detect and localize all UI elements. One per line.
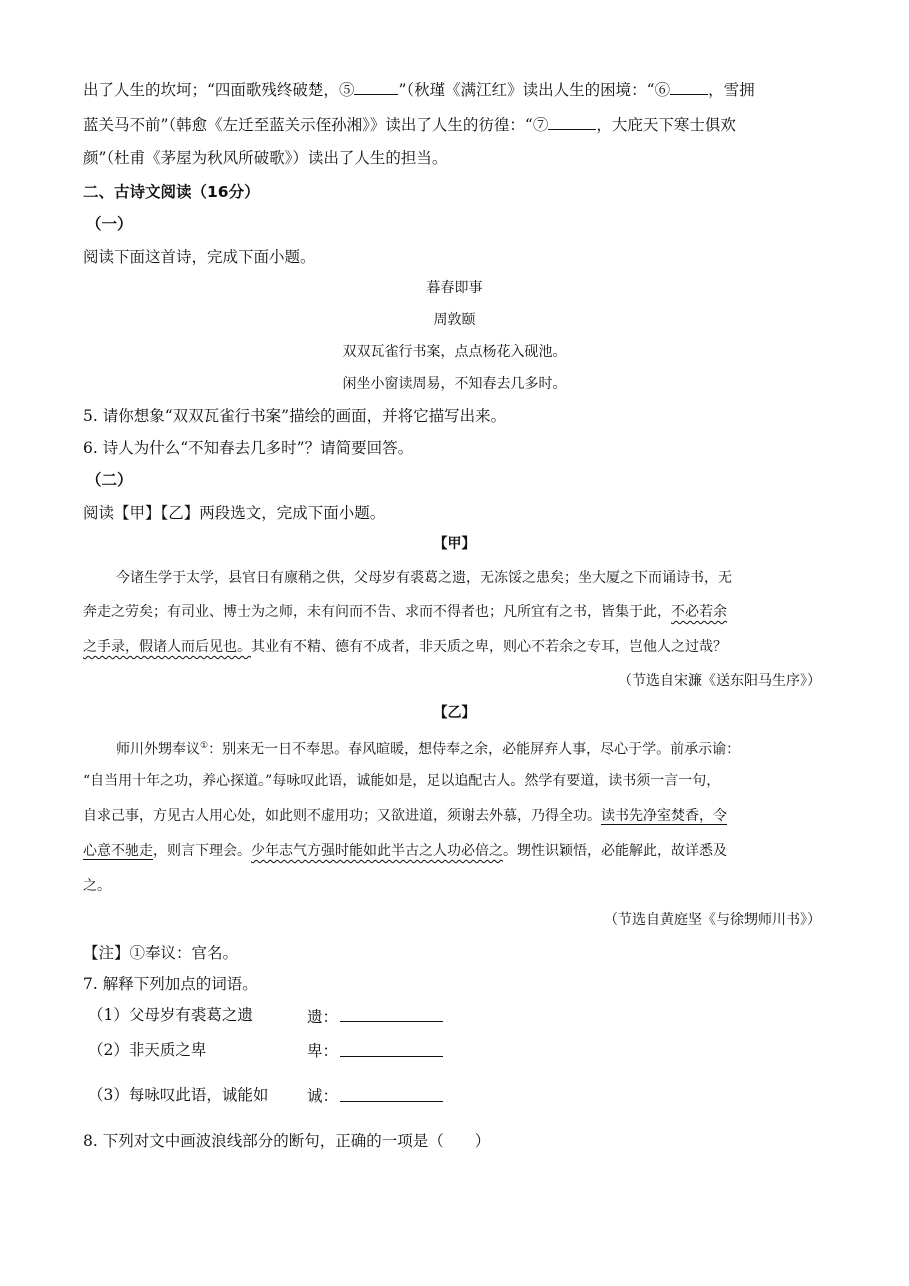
text-segment: 出了人生的坎坷；“四面歌残终破楚， (83, 81, 339, 99)
text-segment: 自求己事，方见古人用心处，如此则不虚用功；又欲进道，须谢去外慕，乃得全功。 (83, 808, 601, 824)
passage-yi-line-4 (83, 841, 727, 861)
answer-blank-1[interactable] (340, 1003, 443, 1022)
wavy-underlined-text: 少年志气方强时能如此半古之人功必倍之 (251, 843, 503, 859)
wavy-underlined-text: 不必若余 (671, 604, 727, 620)
item-number: （3） (88, 1086, 129, 1104)
part-two-label: （二） (86, 471, 133, 489)
section-heading: 二、古诗文阅读（16分） (83, 183, 260, 201)
fill-blank-5[interactable] (354, 78, 398, 95)
q7-item-1-label (88, 1005, 253, 1025)
blank-marker-6: ⑥ (654, 81, 671, 99)
item-text: 父母岁有裘葛之遗 (128, 1006, 253, 1024)
passage-yi-source: （节选自黄庭坚《与徐甥师川书》） (604, 912, 821, 928)
blank-marker-5: ⑤ (338, 81, 355, 99)
passage-yi-line-1 (116, 736, 740, 760)
poem-author: 周敦颐 (433, 312, 476, 328)
q7-item-3-word: 诚： (307, 1087, 339, 1105)
poem-line-2: 闲坐小窗读周易，不知春去几多时。 (342, 376, 567, 392)
item-text: 非天质之卑 (128, 1041, 207, 1059)
q7-item-3-label (88, 1085, 268, 1105)
blank-marker-7: ⑦ (532, 116, 549, 134)
q7-item-2-label (88, 1040, 206, 1060)
intro-line-2 (83, 113, 736, 135)
intro-line-3: 颜”（杜甫《茅屋为秋风所破歌》）读出了人生的担当。 (83, 149, 448, 167)
text-segment: ，雪拥 (708, 81, 755, 99)
footnote-marker: ① (200, 741, 209, 751)
passage-yi-line-5: 之。 (83, 878, 111, 894)
fill-blank-7[interactable] (548, 113, 596, 130)
wavy-underlined-text: 之手录，假诸人而后见也。 (83, 639, 251, 655)
poem-line-1: 双双瓦雀行书案，点点杨花入砚池。 (342, 344, 567, 360)
text-segment: ，则言下理会。 (153, 843, 251, 859)
passage-jia-line-1: 今诸生学于太学，县官日有廪稍之供，父母岁有裘葛之遗，无冻馁之患矣；坐大厦之下而诵诗书，无 (116, 570, 732, 586)
q7-item-1-word: 遗： (307, 1008, 339, 1026)
footnote: 【注】①奉议：官名。 (83, 944, 239, 962)
answer-blank-3[interactable] (340, 1083, 443, 1102)
item-text: 每咏叹此语，诚能如 (128, 1086, 269, 1104)
question-5: 5. 请你想象“双双瓦雀行书案”描绘的画面，并将它描写出来。 (83, 407, 507, 425)
intro-line-1 (83, 78, 755, 100)
text-segment: ，大庇天下寒士俱欢 (596, 116, 736, 134)
text-segment: ”（秋瑾《满江红》读出人生的困境：“ (398, 81, 655, 99)
passage-jia-label: 【甲】 (433, 536, 476, 552)
question-8: 8. 下列对文中画波浪线部分的断句，正确的一项是（ ） (83, 1132, 491, 1150)
text-segment: 蓝关马不前”（韩愈《左迁至蓝关示侄孙湘》》读出了人生的彷徨：“ (83, 116, 533, 134)
passage-yi-line-2: “自当用十年之功，养心探道。”每咏叹此语，诚能如是，足以追配古人。然学有要道，读书须一言一句， (83, 773, 721, 789)
underlined-text: 读书先净室焚香，令 (601, 808, 727, 824)
text-segment: 奔走之劳矣；有司业、博士为之师，未有问而不告、求而不得者也；凡所宜有之书，皆集于此， (83, 604, 671, 620)
q7-item-2-word: 卑： (307, 1042, 339, 1060)
instruction-two: 阅读【甲】【乙】两段选文，完成下面小题。 (83, 504, 386, 522)
passage-jia-line-3 (83, 637, 727, 657)
passage-jia-line-2 (83, 602, 727, 622)
instruction-one: 阅读下面这首诗，完成下面小题。 (83, 248, 316, 266)
item-number: （2） (88, 1041, 129, 1059)
question-7: 7. 解释下列加点的词语。 (83, 975, 258, 993)
part-one-label: （一） (86, 215, 133, 233)
question-6: 6. 诗人为什么“不知春去几多时”？请简要回答。 (83, 439, 414, 457)
poem-title: 暮春即事 (426, 280, 483, 296)
underlined-text: 心意不驰走 (83, 843, 153, 859)
passage-yi-label: 【乙】 (433, 705, 476, 721)
text-segment: 。甥性识颖悟，必能解此，故详悉及 (503, 843, 727, 859)
item-number: （1） (88, 1006, 129, 1024)
fill-blank-6[interactable] (670, 78, 708, 95)
passage-jia-source: （节选自宋濂《送东阳马生序》） (618, 673, 821, 689)
text-segment: 师川外甥奉议 (116, 741, 200, 758)
text-segment: 其业有不精、德有不成者，非天质之卑，则心不若余之专耳，岂他人之过哉？ (251, 639, 727, 655)
text-segment: ：别来无一日不奉思。春风暄暖，想侍奉之余，必能屏弃人事，尽心于学。前承示谕： (208, 741, 741, 758)
answer-blank-2[interactable] (340, 1038, 443, 1057)
passage-yi-line-3 (83, 806, 727, 826)
